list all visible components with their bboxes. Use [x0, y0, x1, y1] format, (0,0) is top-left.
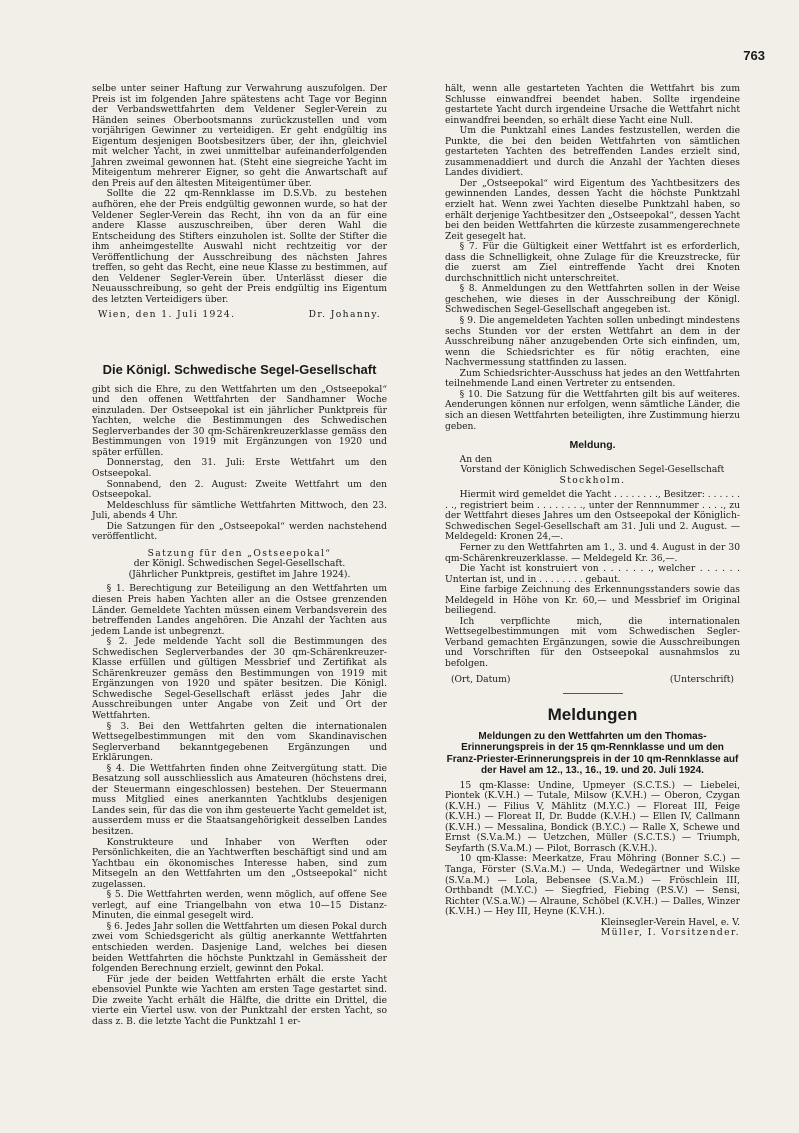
statute-title: Satzung für den „Ostseepokal“ — [147, 548, 332, 559]
form-heading: Meldung. — [569, 439, 616, 452]
statute-paragraph: § 7. Für die Gültigkeit einer Wettfahrt ist es erforderlich, dass die Schnelligkeit, ohne Zulage für die Kreuzstrecke, für die zuerst am Ziel eintreffende Yacht drei Knoten durchschnittlich nicht unterschreitet. — [445, 242, 740, 284]
statute-subtitle: der Königl. Schwedischen Segel-Gesellschaft. — [133, 559, 346, 570]
form-place-date: (Ort, Datum) — [451, 674, 511, 685]
date-place: Wien, den 1. Juli 1924. — [98, 310, 236, 321]
statute-paragraph: Der „Ostseepokal“ wird Eigentum des Yachtbesitzers des gewinnenden Landes, dessen Yacht die höchste Punktzahl erzielt hat. Wenn zwei Yachten dieselbe Punktzahl haben, so erhält derjenige Yachtbesitzer den „Ostseepokal“, dessen Yacht bei den beiden Wettfahrten die kürzeste zusammengerechnete Zeit gesegelt hat. — [445, 178, 740, 242]
statute-paragraph: § 8. Anmeldungen zu den Wettfahrten sollen in der Weise geschehen, wie dieses in der Ausschreibung der Königl. Schwedischen Segel-Gesellschaft angegeben ist. — [445, 284, 740, 316]
statute-paragraph: § 2. Jede meldende Yacht soll die Bestimmungen des Schwedischen Seglerverbandes der 30 qm-Schärenkreuzer-Klasse erfüllen und gültigen Messbrief und Zertifikat als Schärenkreuzer gemäss den Bestimmungen von 1919 mit Ergänzungen von 1920 und später besitzen. Die Königl. Schwedische Segel-Gesellschaft erlässt jedes Jahr die Ausschreibungen unter Angabe von Zeit und Ort der Wettfahrten. — [92, 637, 387, 721]
form-line: Hiermit wird gemeldet die Yacht . . . . . . . ., Besitzer: . . . . . . . ., registriert beim . . . . . . . ., unter der Rennnummer . . . ., zu der Wettfahrt dieses Jahres um den Ostseepokal der Königlich-Schwedischen Segel-Gesellschaft am 31. Juli und 2. August. — Meldegeld: Kronen 24,—. — [445, 490, 740, 543]
statute-paragraph: § 1. Berechtigung zur Beteiligung an den Wettfahrten um diesen Preis haben Yachten aller an die Ostsee grenzenden Länder. Gemeldete Yachten müssen einem Verbandsverein des betreffenden Landes angehören. Die Anzahl der Yachten aus jedem Lande ist unbegrenzt. — [92, 584, 387, 637]
statute-paragraph: hält, wenn alle gestarteten Yachten die Wettfahrt bis zum Schlusse einwandfrei beendet haben. Sollte irgendeine gestartete Yacht durch irgendeine Ursache die Wettfahrt nicht einwandfrei beenden, so erhält diese Yacht eine Null. — [445, 84, 740, 126]
section-paragraph: Meldeschluss für sämtliche Wettfahrten Mittwoch, den 23. Juli, abends 4 Uhr. — [92, 500, 387, 522]
form-line: Ferner zu den Wettfahrten am 1., 3. und 4. August in der 30 qm-Schärenkreuzerklasse. — Meldegeld Kr. 36,—. — [445, 542, 740, 564]
divider — [563, 693, 623, 694]
form-recipient: Vorstand der Königlich Schwedischen Segel-Gesellschaft — [460, 465, 725, 476]
statute-subtitle: (Jährlicher Punktpreis, gestiftet im Jahre 1924). — [128, 569, 351, 580]
date-signature-line — [92, 310, 387, 321]
section-paragraph: gibt sich die Ehre, zu den Wettfahrten um den „Ostseepokal“ und den offenen Wettfahrten der Sandhamner Woche einzuladen. Der Ostseepokal ist ein jährlicher Punktpreis für Yachten, welche die Bestimmungen des Schwedischen Seglerverbandes der 30 qm-Schärenkreuzerklasse gemäss den Bestimmungen von 1919 mit Ergänzungen von 1920 und später erfüllen. — [92, 384, 387, 458]
page-number: 763 — [743, 48, 765, 63]
chairman: Müller, I. Vorsitzender. — [600, 928, 740, 939]
results-list: 15 qm-Klasse: Undine, Upmeyer (S.C.T.S.) — Liebelei, Piontek (K.V.H.) — Tutale, Milsow (K.V.H.) — Oberon, Czygan (K.V.H.) — Filius V, Mählitz (M.Y.C.) — Floreat III, Feige (K.V.H.) — Floreat II, Dr. Budde (K.V.H.) — Ellen IV, Callmann (K.V.H.) — Messalina, Bondick (B.Y.C.) — Ralle X, Schewe und Ernst (S.V.a.M.) — Uetzchen, Müller (S.C.T.S.) — Triumph, Seyfarth (S.V.a.M.) — Pilot, Borrasch (K.V.H.). — [445, 780, 740, 854]
results-subheading: Meldungen zu den Wettfahrten um den Thomas-Erinnerungspreis in der 15 qm-Rennklasse und um den Franz-Priester-Erinnerungspreis in der 10 qm-Rennklasse auf der Havel am 12., 13., 16., 19. und 20. Juli 1924. — [446, 730, 739, 777]
signature-author: Dr. Johanny. — [308, 310, 381, 321]
statute-paragraph: § 9. Die angemeldeten Yachten sollen unbedingt mindestens sechs Stunden vor der ersten Wettfahrt an dem in der Ausschreibung näher anzugebenden Orte sich einfinden, um, wenn die Schiedsrichter es für nötig erachten, eine Nachvermessung stattfinden zu lassen. — [445, 316, 740, 369]
statute-paragraph: § 4. Die Wettfahrten finden ohne Zeitvergütung statt. Die Besatzung soll ausschliesslich aus Amateuren (höchstens drei, der Steuermann eingeschlossen) bestehen. Der Steuermann muss Mitglied eines anerkannten Yachtklubs desjenigen Landes sein, für das die von ihm gesteuerte Yacht gemeldet ist, ausserdem muss er die Staatsangehörigkeit desselben Landes besitzen. — [92, 763, 387, 837]
statute-paragraph: § 6. Jedes Jahr sollen die Wettfahrten um diesen Pokal durch zwei vom Schiedsgericht als gültig anerkannte Wettfahrten entschieden werden. Dasjenige Land, welches bei diesen beiden Wettfahrten die höchste Punktzahl in Gemässheit der folgenden Berechnung erzielt, gewinnt den Pokal. — [92, 921, 387, 975]
form-line: Ich verpflichte mich, die internationalen Wettsegelbestimmungen mit vom Schwedischen Segler-Verband gemachten Ergänzungen, sowie die Ausschreibungen und Vorschriften für den Ostseepokal ausnahmslos zu befolgen. — [445, 616, 740, 669]
section-heading: Die Königl. Schwedische Segel-Gesellschaft — [102, 362, 377, 378]
results-list: 10 qm-Klasse: Meerkatze, Frau Möhring (Bonner S.C.) — Tanga, Förster (S.V.a.M.) — Unda, Wedegärtner und Wilske (S.V.a.M.) — Lola, Bebensee (S.V.a.M.) — Fröschlein III, Orthbandt (M.Y.C.) — Siegfried, Fiebing (P.S.V.) — Sensi, Richter (V.S.a.W.) — Alraune, Schöbel (K.V.H.) — Dalles, Winzer (K.V.H.) — Hey III, Heyne (K.V.H.). — [445, 854, 740, 918]
form-signature-line — [445, 675, 740, 686]
section-paragraph: Donnerstag, den 31. Juli: Erste Wettfahrt um den Ostseepokal. — [92, 458, 387, 479]
section-paragraph: Die Satzungen für den „Ostseepokal“ werden nachstehend veröffentlicht. — [92, 521, 387, 543]
form-line: Eine farbige Zeichnung des Erkennungsstanders sowie das Meldegeld in Höhe von Kr. 60,— und Messbrief im Original beiliegend. — [445, 585, 740, 617]
statute-paragraph: § 5. Die Wettfahrten werden, wenn möglich, auf offene See verlegt, auf eine Triangelbahn von etwa 10—15 Distanz-Minuten, die einmal gesegelt wird. — [92, 890, 387, 922]
statute-paragraph: § 10. Die Satzung für die Wettfahrten gilt bis auf weiteres. Aenderungen können nur erfolgen, wenn sämtliche Länder, die sich an diesen Wettfahrten beteiligten, ihre Zustimmung hierzu geben. — [445, 389, 740, 432]
club-name: Kleinsegler-Verein Havel, e. V. — [600, 917, 740, 928]
statute-paragraph: Um die Punktzahl eines Landes festzustellen, werden die Punkte, die bei den beiden Wettfahrten von sämtlichen gestarteten Yachten des betreffenden Landes erzielt sind, zusammenaddiert und durch die Anzahl der Yachten dieses Landes dividiert. — [445, 126, 740, 179]
form-line: Die Yacht ist konstruiert von . . . . . . ., welcher . . . . . . Untertan ist, und in . . . . . . . . gebaut. — [445, 564, 740, 585]
form-to: An den — [459, 454, 493, 465]
right-column — [445, 84, 740, 939]
results-heading: Meldungen — [547, 705, 638, 725]
statute-paragraph: Zum Schiedsrichter-Ausschuss hat jedes an den Wettfahrten teilnehmende Land einen Vertreter zu entsenden. — [445, 368, 740, 390]
statute-paragraph: Für jede der beiden Wettfahrten erhält die erste Yacht ebensoviel Punkte wie Yachten am ersten Tage gestartet sind. Die zweite Yacht erhält die Hälfte, die dritte ein Drittel, die vierte ein Viertel usw. von der Punktzahl der ersten Yacht, so dass z. B. die letzte Yacht die Punktzahl 1 er- — [92, 974, 387, 1027]
statute-paragraph: Konstrukteure und Inhaber von Werften oder Persönlichkeiten, die an Yachtwerften beschäftigt sind und am Yachtbau ein ökonomisches Interesse haben, sind zum Mitsegeln an den Wettfahrten um den „Ostseepokal“ nicht zugelassen. — [92, 837, 387, 890]
form-signature: (Unterschrift) — [669, 674, 734, 685]
statute-paragraph: § 3. Bei den Wettfahrten gelten die internationalen Wettsegelbestimmungen mit den vom Skandinavischen Seglerverband bekanntgegebenen Ergänzungen und Erklärungen. — [92, 721, 387, 764]
section-paragraph: Sonnabend, den 2. August: Zweite Wettfahrt um den Ostseepokal. — [92, 479, 387, 501]
intro-paragraph: selbe unter seiner Haftung zur Verwahrung auszufolgen. Der Preis ist im folgenden Jahre spätestens acht Tage vor Beginn der Verbandswettfahrten dem Veldener Segler-Verein zu Händen seines Oberbootsmanns zurückzustellen und vom vorjährigen Gewinner zu verteidigen. Er geht endgültig ins Eigentum desjenigen Bootsbesitzers über, der ihn, gleichviel mit welcher Yacht, in zwei unmittelbar aufeinanderfolgenden Jahren zweimal gewonnen hat. (Steht eine siegreiche Yacht im Miteigentum mehrerer Eigner, so geht die Anwartschaft auf den Preis auf den ältesten Miteigentümer über. — [92, 84, 387, 189]
form-city: Stockholm. — [559, 475, 626, 486]
intro-paragraph: Sollte die 22 qm-Rennklasse im D.S.Vb. zu bestehen aufhören, ehe der Preis endgültig gewonnen wurde, so hat der Veldener Segler-Verein das Recht, ihn von da an für eine andere Klasse auszuschreiben, über deren Wahl die Entscheidung des Stifters einzuholen ist. Sollte der Stifter die ihm anheimgestellte Auswahl nicht rechtzeitig vor der Veröffentlichung der Ausschreibung des nächsten Jahres treffen, so geht das Recht, eine neue Klasse zu bestimmen, auf den Veldener Segler-Verein über. Unterlässt dieser die Neuausschreibung, so geht der Preis endgültig ins Eigentum des letzten Verteidigers über. — [92, 189, 387, 305]
left-column — [92, 84, 387, 1027]
